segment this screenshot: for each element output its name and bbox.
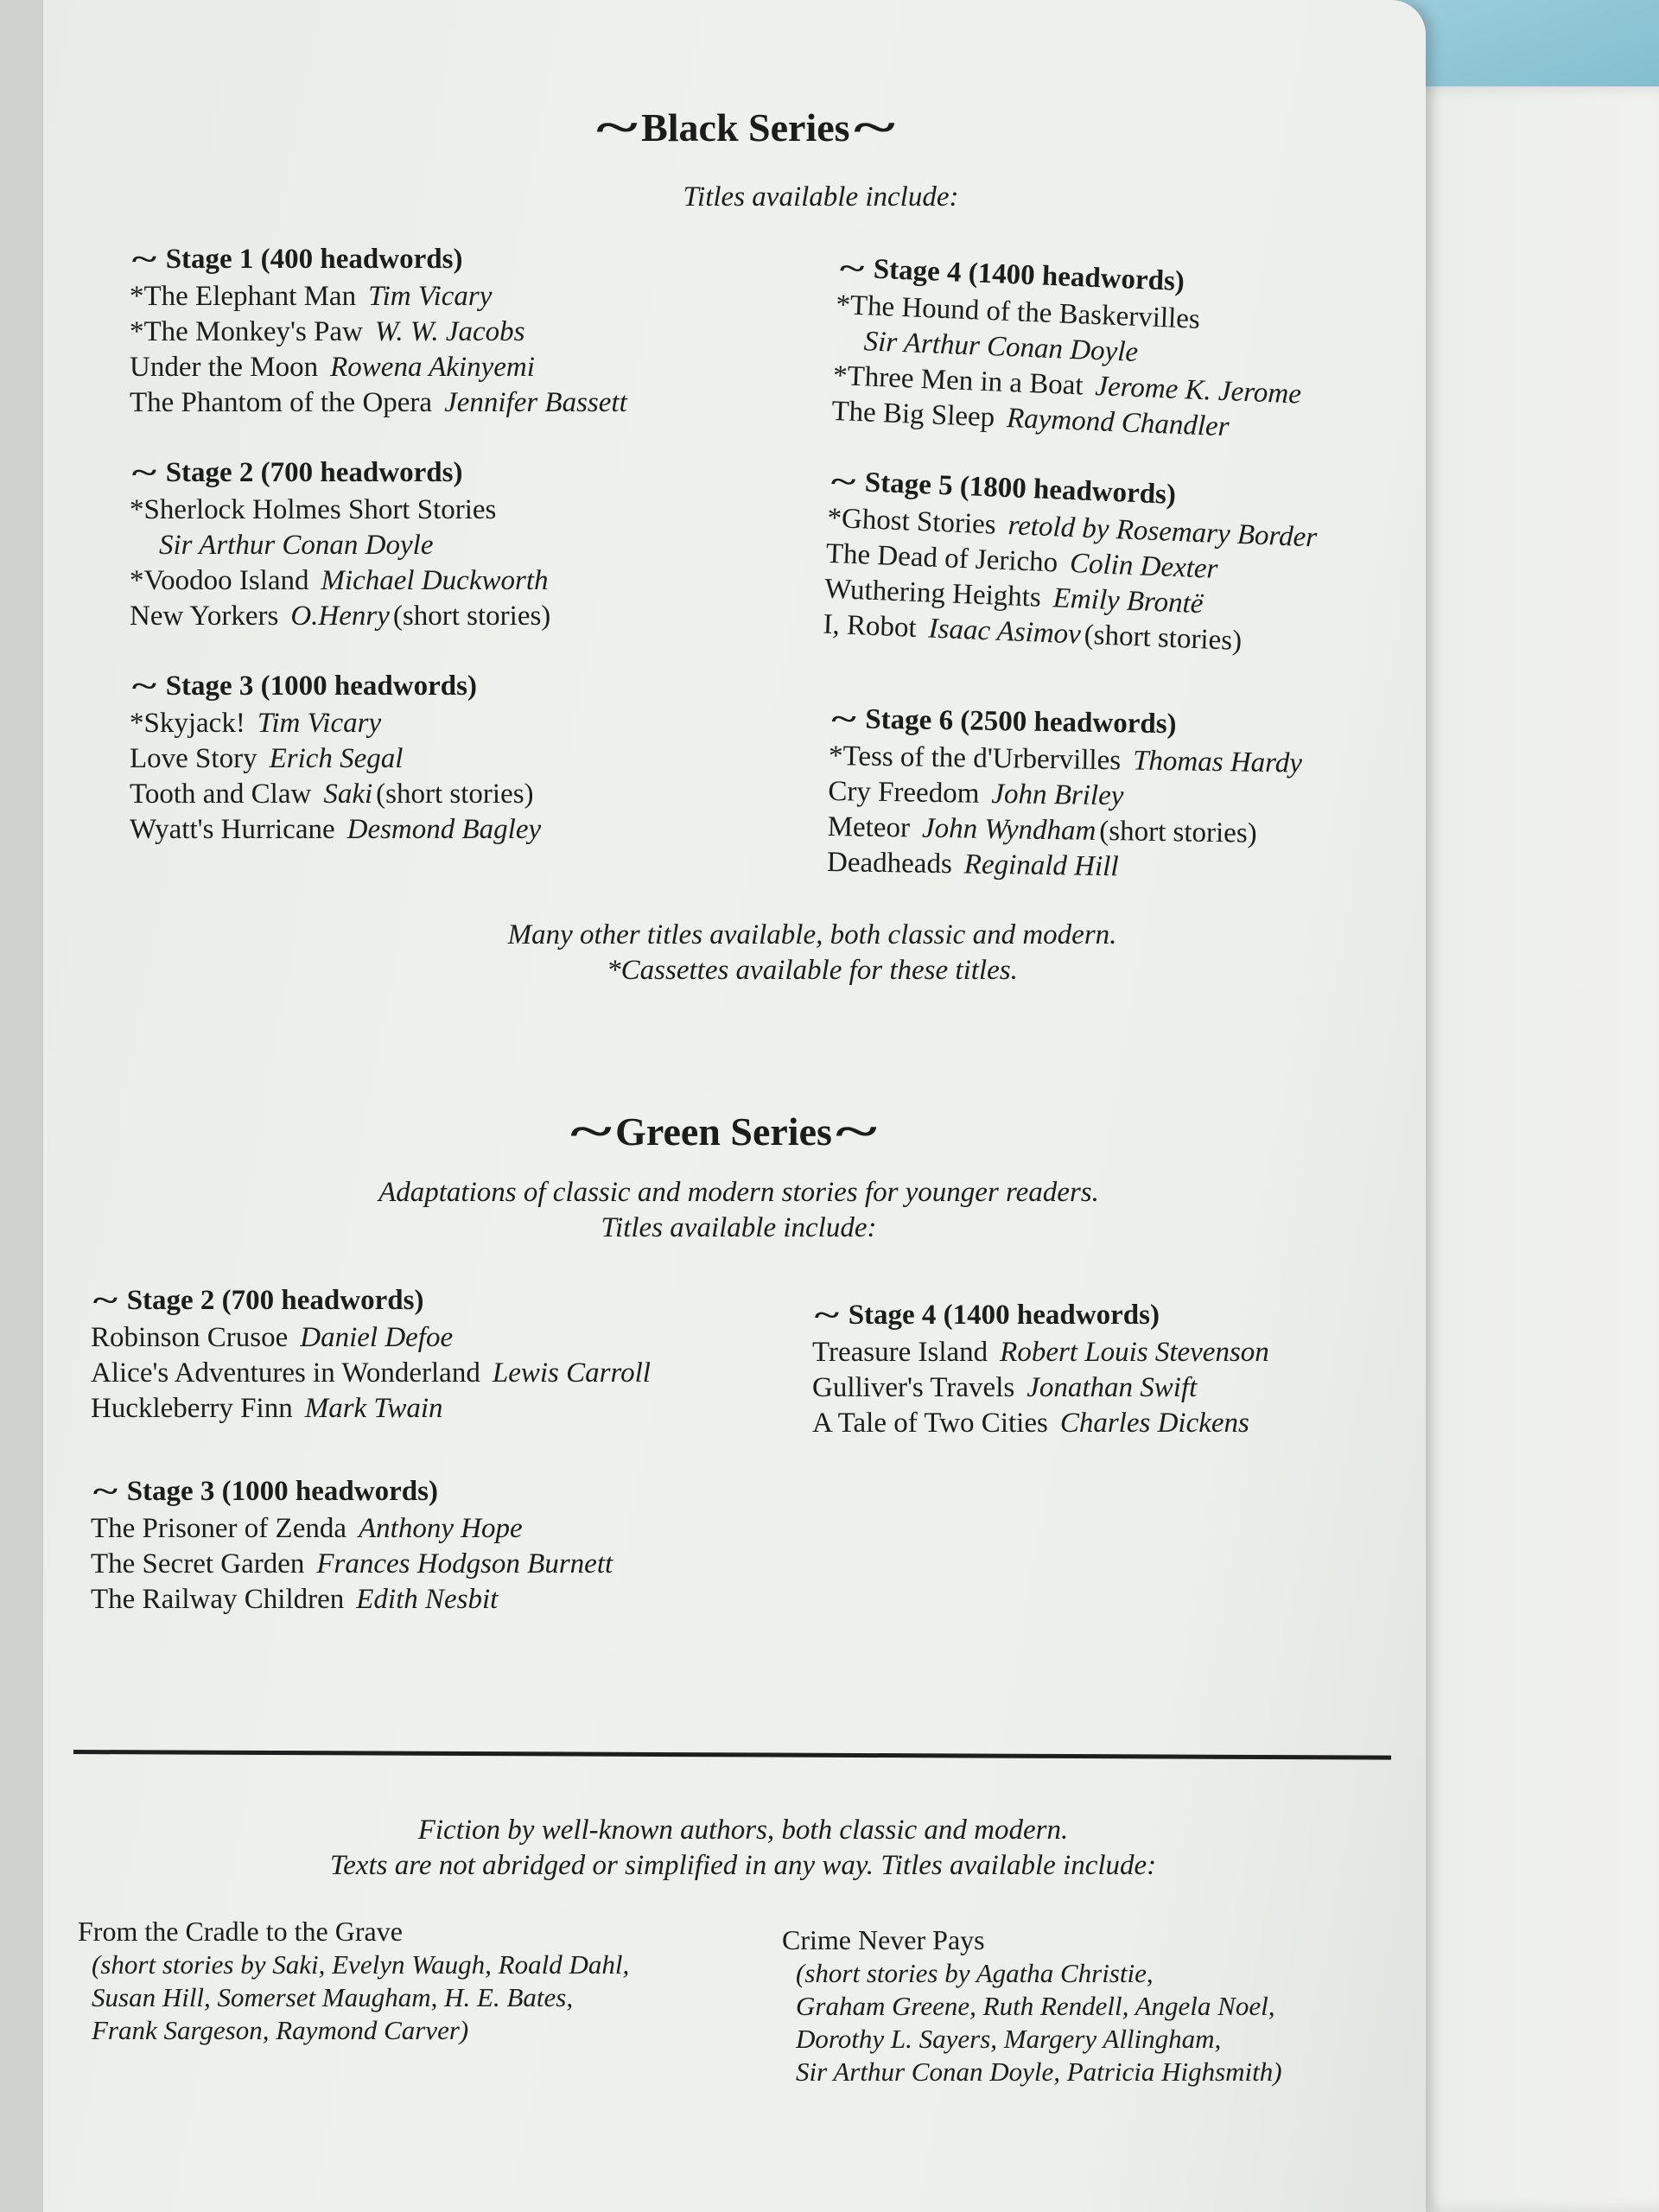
stage-group [91, 1283, 651, 1427]
stage-group [827, 702, 1303, 888]
swash-ornament-icon: ~ [853, 101, 895, 153]
black-series-footnote: Many other titles available, both classic and modern. *Cassettes available for these titles. [507, 919, 1117, 986]
swash-ornament-icon: ~ [831, 703, 856, 736]
book-entry: *Voodoo Island Michael Duckworth [130, 565, 549, 596]
stage-heading: ~ Stage 4 (1400 headwords) [814, 1300, 1160, 1332]
stage-heading: ~ Stage 4 (1400 headwords) [839, 252, 1185, 298]
book-entry: Love Story Erich Segal [130, 743, 404, 774]
anthology-detail: Frank Sargeson, Raymond Carver) [92, 2015, 469, 2045]
anthology-left [78, 1914, 629, 2047]
stage-heading: ~ Stage 6 (2500 headwords) [831, 703, 1177, 741]
book-entry: Cry Freedom John Briley [828, 775, 1124, 812]
book-entry: *Ghost Stories retold by Rosemary Border [826, 502, 1318, 554]
anthology-detail: Graham Greene, Ruth Rendell, Angela Noel, [796, 1991, 1275, 2021]
book-entry: *The Monkey's Paw W. W. Jacobs [130, 316, 525, 347]
black-series-right-column [821, 251, 1327, 696]
book-entry: *Three Men in a Boat Jerome K. Jerome [832, 359, 1302, 410]
book-entry: Huckleberry Finn Mark Twain [91, 1393, 443, 1424]
stage-group [812, 1298, 1269, 1441]
anthology-detail: (short stories by Agatha Christie, [796, 1958, 1154, 1988]
swash-ornament-icon: ~ [131, 457, 156, 489]
stage-group [130, 669, 627, 848]
stage-group [130, 455, 627, 634]
green-series-left-column [91, 1283, 651, 1652]
stage-group [823, 464, 1319, 663]
fiction-intro: Fiction by well-known authors, both classic and modern. Texts are not abridged or simplified in any way. Titles available include: [329, 1815, 1157, 1881]
book-entry: *The Hound of the Baskervilles Sir Arthur Conan Doyle [835, 289, 1201, 369]
book-entry: The Phantom of the Opera Jennifer Bassett [130, 387, 627, 418]
book-entry: The Big Sleep Raymond Chandler [830, 395, 1230, 443]
book-entry: The Prisoner of Zenda Anthony Hope [91, 1513, 523, 1544]
book-entry: A Tale of Two Cities Charles Dickens [812, 1408, 1249, 1439]
book-entry: Tooth and Claw Saki (short stories) [130, 779, 534, 810]
swash-ornament-icon: ~ [131, 244, 156, 276]
black-series-right-column-lower [826, 702, 1303, 923]
swash-ornament-icon: ~ [830, 465, 856, 499]
stage-heading: ~ Stage 3 (1000 headwords) [131, 671, 477, 702]
section-divider [73, 1750, 1391, 1760]
stage-heading: ~ Stage 3 (1000 headwords) [92, 1476, 438, 1508]
anthology-title: From the Cradle to the Grave [78, 1916, 403, 1947]
book-entry: The Railway Children Edith Nesbit [91, 1584, 499, 1615]
book-entry: I, Robot Isaac Asimov(short stories) [822, 608, 1243, 658]
book-entry: Meteor John Wyndham (short stories) [827, 810, 1257, 849]
stage-heading: ~ Stage 1 (400 headwords) [131, 244, 463, 276]
stage-heading: ~ Stage 5 (1800 headwords) [830, 465, 1177, 511]
black-series-subtitle: Titles available include: [683, 181, 959, 213]
swash-ornament-icon: ~ [131, 671, 156, 702]
swash-ornament-icon: ~ [92, 1476, 118, 1508]
book-entry: The Secret Garden Frances Hodgson Burnett [91, 1548, 613, 1580]
book-entry: *The Elephant Man Tim Vicary [130, 281, 493, 312]
swash-ornament-icon: ~ [839, 252, 865, 286]
book-entry: Alice's Adventures in Wonderland Lewis Carroll [91, 1357, 651, 1389]
swash-ornament-icon: ~ [92, 1285, 118, 1317]
green-series-right-column [812, 1298, 1269, 1476]
book-entry: Robinson Crusoe Daniel Defoe [91, 1322, 454, 1353]
swash-ornament-icon: ~ [814, 1300, 839, 1332]
black-series-title: ~ Black Series ~ [596, 101, 895, 153]
book-entry: Treasure Island Robert Louis Stevenson [812, 1337, 1269, 1368]
anthology-detail: Dorothy L. Sayers, Margery Allingham, [796, 2024, 1222, 2054]
anthology-detail: Sir Arthur Conan Doyle, Patricia Highsmith) [796, 2056, 1282, 2087]
book-entry: Wuthering Heights Emily Brontë [823, 573, 1205, 620]
book-entry: Wyatt's Hurricane Desmond Bagley [130, 814, 542, 845]
anthology-detail: (short stories by Saki, Evelyn Waugh, Roald Dahl, [92, 1949, 630, 1980]
swash-ornament-icon: ~ [836, 1105, 877, 1157]
stage-heading: ~ Stage 2 (700 headwords) [131, 457, 463, 489]
book-entry: *Sherlock Holmes Short Stories Sir Arthur Conan Doyle [130, 494, 497, 561]
stage-group [831, 251, 1328, 449]
book-entry: The Dead of Jericho Colin Dexter [825, 537, 1219, 585]
black-series-left-column [130, 242, 627, 882]
book-entry: Under the Moon Rowena Akinyemi [130, 352, 535, 383]
book-entry: New Yorkers O.Henry (short stories) [130, 601, 551, 632]
stage-heading: ~ Stage 2 (700 headwords) [92, 1285, 424, 1317]
anthology-detail: Susan Hill, Somerset Maugham, H. E. Bates, [92, 1982, 574, 2012]
book-entry: Deadheads Reginald Hill [826, 846, 1119, 883]
green-series-title: ~ Green Series ~ [570, 1105, 877, 1157]
book-entry: *Tess of the d'Urbervilles Thomas Hardy [828, 740, 1303, 779]
book-entry: Gulliver's Travels Jonathan Swift [812, 1372, 1198, 1403]
stage-group [91, 1474, 651, 1618]
swash-ornament-icon: ~ [596, 101, 638, 153]
anthology-right [782, 1923, 1282, 2088]
anthology-title: Crime Never Pays [782, 1924, 985, 1955]
book-entry: *Skyjack! Tim Vicary [130, 708, 382, 739]
book-page [43, 0, 1426, 2212]
stage-group [130, 242, 627, 421]
swash-ornament-icon: ~ [570, 1105, 612, 1157]
green-series-subtitle: Adaptations of classic and modern stories for younger readers. Titles available include: [378, 1177, 1099, 1243]
